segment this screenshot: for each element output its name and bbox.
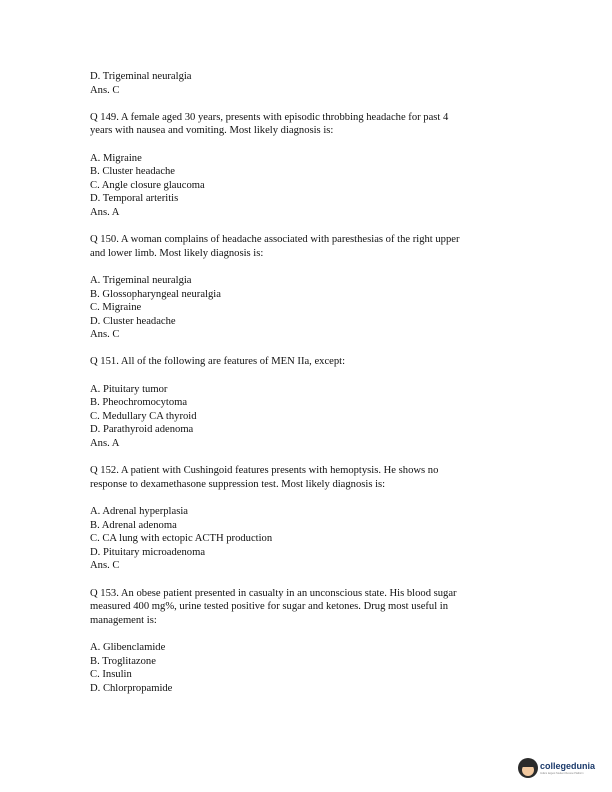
answer-option: C. Migraine <box>90 302 142 314</box>
answer-key: Ans. A <box>90 438 120 450</box>
answer-key: Ans. C <box>90 560 120 572</box>
question-stem-line: years with nausea and vomiting. Most likely diagnosis is: <box>90 125 334 137</box>
answer-option: D. Temporal arteritis <box>90 193 179 205</box>
answer-option: D. Chlorpropamide <box>90 682 173 694</box>
collegedunia-logo <box>518 757 608 783</box>
student-mascot-icon <box>518 758 538 778</box>
answer-option: D. Pituitary microadenoma <box>90 546 206 558</box>
question-block <box>90 464 530 573</box>
answer-option: B. Cluster headache <box>90 166 176 178</box>
answer-option: D. Cluster headache <box>90 315 176 327</box>
answer-option: D. Parathyroid adenoma <box>90 424 194 436</box>
question-stem-line: response to dexamethasone suppression test. Most likely diagnosis is: <box>90 478 386 490</box>
answer-option: B. Pheochromocytoma <box>90 397 188 409</box>
answer-option: A. Pituitary tumor <box>90 383 168 395</box>
question-stem-line: Q 149. A female aged 30 years, presents with episodic throbbing headache for past 4 <box>90 111 449 123</box>
document-page <box>90 70 530 695</box>
answer-key: Ans. C <box>90 329 120 341</box>
answer-option: C. Angle closure glaucoma <box>90 179 205 191</box>
question-stem-line: measured 400 mg%, urine tested positive for sugar and ketones. Drug most useful in <box>90 601 449 613</box>
answer-option: A. Trigeminal neuralgia <box>90 274 192 286</box>
answer-key: Ans. A <box>90 206 120 218</box>
logo-wordmark: collegedunia <box>540 761 596 771</box>
answer-option: A. Migraine <box>90 152 142 164</box>
answer-option: B. Glossopharyngeal neuralgia <box>90 288 221 300</box>
answer-option: A. Glibenclamide <box>90 641 166 653</box>
answer-option: C. Insulin <box>90 669 132 681</box>
question-stem-line: Q 153. An obese patient presented in casualty in an unconscious state. His blood sugar <box>90 587 457 599</box>
lead-answer: Ans. C <box>90 84 120 96</box>
question-block <box>90 233 530 342</box>
answer-option: A. Adrenal hyperplasia <box>90 506 188 517</box>
question-stem-line: Q 152. A patient with Cushingoid features presents with hemoptysis. He shows no <box>90 465 439 477</box>
question-stem-line: Q 150. A woman complains of headache associated with paresthesias of the right upper <box>90 234 460 246</box>
logo-tagline: India's largest Student Review Platform <box>540 772 584 775</box>
question-block <box>90 355 530 450</box>
answer-option: B. Troglitazone <box>90 655 156 667</box>
answer-option: C. CA lung with ectopic ACTH production <box>90 533 273 545</box>
question-stem-line: management is: <box>90 614 157 626</box>
answer-option: C. Medullary CA thyroid <box>90 410 197 422</box>
question-stem-line: Q 151. All of the following are features of MEN IIa, except: <box>90 356 346 368</box>
question-stem-line: and lower limb. Most likely diagnosis is: <box>90 247 264 259</box>
lead-option: D. Trigeminal neuralgia <box>90 71 192 82</box>
question-block <box>90 111 530 220</box>
answer-option: B. Adrenal adenoma <box>90 519 177 531</box>
question-block <box>90 587 530 696</box>
